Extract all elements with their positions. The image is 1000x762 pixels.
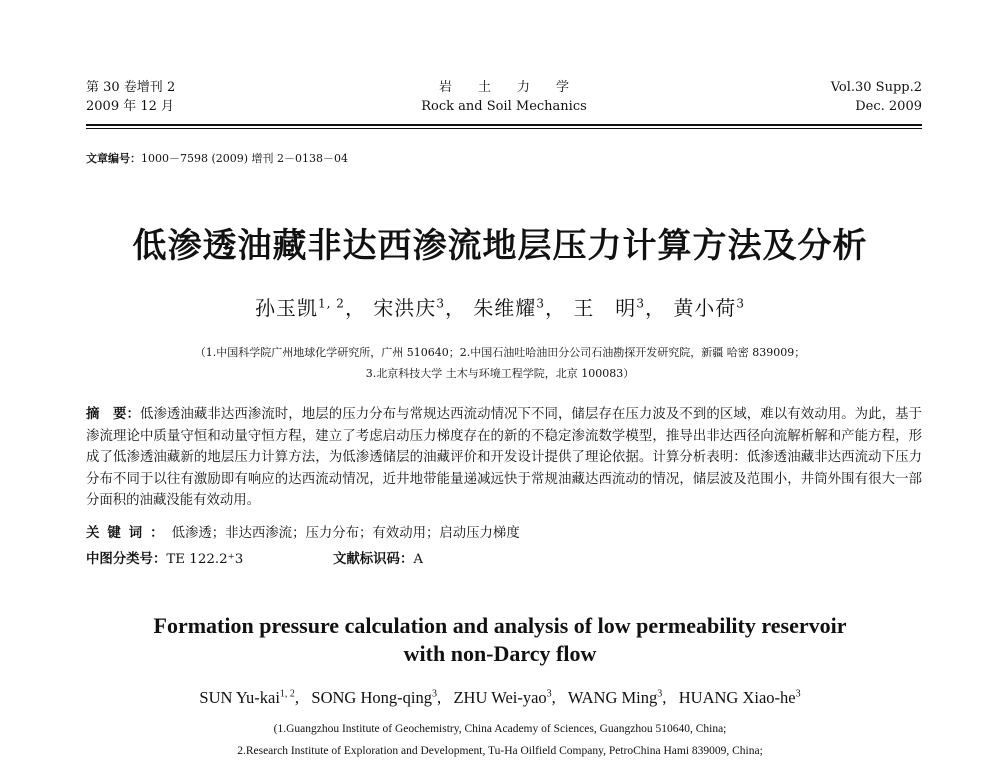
author-cn: 王 明$^3$ <box>573 296 645 320</box>
abstract-text: 低渗透油藏非达西渗流时，地层的压力分布与常规达西流动情况下不同，储层存在压力波及不到的区域，难以有效动用。为此，基于渗流理论中质量守恒和动量守恒方程，建立了考虑启动压力梯度存在的新的不稳定渗流数学模型，推导出非达西径向流解析解和产能方程，形成了低渗透油藏新的地层压力计算方法，为低渗透储层的油藏评价和开发设计提供了理论依据。计算分析表明：低渗透油藏非达西流动下压力分布不同于以往有激励即有响应的达西流动情况，近井地带能量递减远快于常规油藏达西流动的情况，储层波及范围小，井筒外围有很大一部分面积的油藏没能有效动用。 <box>86 407 923 508</box>
affiliation-cn-line: （1.中国科学院广州地球化学研究所，广州 510640；2.中国石油吐哈油田分公司石油勘探开发研究院，新疆 哈密 839009； <box>194 346 806 359</box>
author-list-en: SUN Yu-kai$^{1, 2}$, SONG Hong-qing$^3$, ZHU Wei-yao$^3$, WANG Ming$^3$, HUANG Xiao-$he^3$ <box>199 688 801 707</box>
affiliations-en <box>0 718 1000 762</box>
header-date-cn: 2009 年 12 月 <box>86 99 175 114</box>
article-number-label: 文章编号： <box>86 152 141 165</box>
keywords-label: 关键词： <box>86 525 172 541</box>
affiliation-en-line: (1.Guangzhou Institute of Geochemistry, China Academy of Sciences, Guangzhou 510640, China; <box>273 723 727 735</box>
header-volume-info-en <box>831 78 922 116</box>
affiliation-en-line: 2.Research Institute of Exploration and Development, Tu-Ha Oilfield Company, PetroChina Hami 839009, China; <box>237 745 763 757</box>
paper-title-en <box>0 612 1000 668</box>
header-rule-thick <box>86 124 922 126</box>
author-en: SONG Hong-qing$^3$ <box>311 688 437 707</box>
journal-name-cn: 岩土力学 <box>438 80 595 95</box>
header-volume-cn: 第 30 卷增刊 2 <box>86 80 176 95</box>
abstract-label: 摘 要： <box>86 406 140 422</box>
author-en: SUN Yu-kai$^{1, 2}$ <box>199 688 295 707</box>
abstract-cn <box>86 404 922 512</box>
keywords-cn <box>86 522 520 541</box>
author-en: ZHU Wei-yao$^3$ <box>453 688 552 707</box>
paper-title-cn: 低渗透油藏非达西渗流地层压力计算方法及分析 <box>132 226 868 266</box>
affiliation-cn-line: 3.北京科技大学 土木与环境工程学院，北京 100083） <box>365 367 635 380</box>
paper-title-en-line: Formation pressure calculation and analysis of low permeability reservoir <box>153 613 847 638</box>
author-cn: 黄小荷$^3$ <box>673 296 745 320</box>
affiliations-cn <box>90 342 910 384</box>
author-en: WANG Ming$^3$ <box>567 688 663 707</box>
article-number-value: 1000－7598 (2009) 增刊 2－0138－04 <box>141 152 349 165</box>
running-header <box>86 78 922 118</box>
paper-title-en-line: with non-Darcy flow <box>403 641 597 666</box>
article-number <box>86 150 348 166</box>
author-cn: 孙玉凯$^{1, 2}$ <box>255 296 345 320</box>
author-en: HUANG Xiao-$he^3$ <box>678 688 801 707</box>
author-cn: 宋洪庆$^3$ <box>373 296 445 320</box>
author-list-cn: 孙玉凯$^{1, 2}$， 宋洪庆$^3$， 朱维耀$^3$， 王 明$^3$， 黄小荷$^3$ <box>255 296 745 320</box>
document-code: 文献标识码：A <box>333 551 424 567</box>
keywords-text: 低渗透；非达西渗流；压力分布；有效动用；启动压力梯度 <box>171 526 520 541</box>
clc-number: 中图分类号：TE 122.2⁺3 <box>86 551 244 567</box>
header-volume-en: Vol.30 Supp.2 <box>830 80 922 95</box>
journal-name-en: Rock and Soil Mechanics <box>421 99 587 114</box>
header-rule-thin <box>86 128 922 129</box>
header-journal <box>86 78 922 116</box>
header-date-en: Dec. 2009 <box>855 99 922 114</box>
author-cn: 朱维耀$^3$ <box>473 296 545 320</box>
